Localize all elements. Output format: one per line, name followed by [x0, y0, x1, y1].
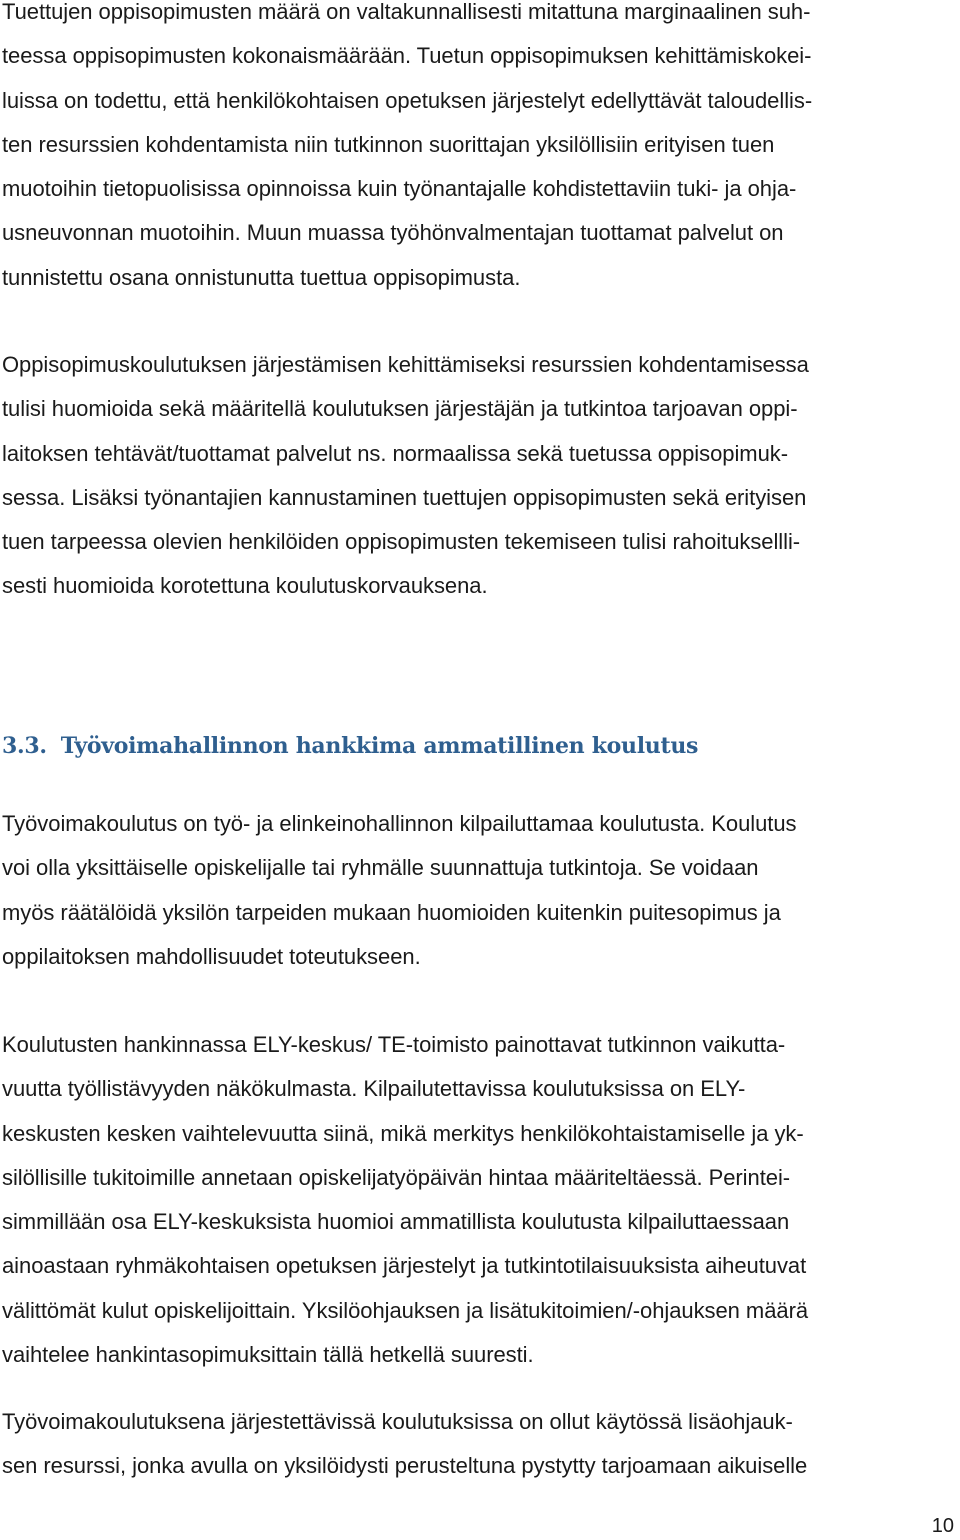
page-number: 10 [931, 1515, 954, 1537]
text-line: tulisi huomioida sekä määritellä koulutuksen järjestäjän ja tutkintoa tarjoavan oppi- [2, 396, 798, 422]
text-line: keskusten kesken vaihtelevuutta siinä, mikä merkitys henkilökohtaistamiselle ja yk- [2, 1120, 804, 1146]
text-line: Koulutusten hankinnassa ELY-keskus/ TE-toimisto painottavat tutkinnon vaikutta- [2, 1032, 786, 1057]
text-line: ten resurssien kohdentamista niin tutkinnon suorittajan yksilöllisiin erityisen tuen [2, 131, 775, 157]
paragraph-2 [2, 343, 950, 609]
text-line: tunnistettu osana onnistunutta tuettua oppisopimusta. [2, 264, 521, 290]
text-line: muotoihin tietopuolisissa opinnoissa kuin työnantajalle kohdistettaviin tuki- ja ohja- [2, 176, 797, 202]
text-line: sen resurssi, jonka avulla on yksilöidysti perusteltuna pystytty tarjoamaan aikuiselle [2, 1453, 808, 1479]
text-line: tuen tarpeessa olevien henkilöiden oppisopimusten tekemiseen tulisi rahoituksellli- [2, 529, 801, 555]
text-line: oppilaitoksen mahdollisuudet toteutukseen. [2, 943, 421, 969]
text-line: usneuvonnan muotoihin. Muun muassa työhönvalmentajan tuottamat palvelut on [2, 220, 784, 246]
text-line: silöllisille tukitoimille annetaan opiskelijatyöpäivän hintaa määriteltäessä. Perintei- [2, 1164, 791, 1190]
text-line: sessa. Lisäksi työnantajien kannustaminen tuettujen oppisopimusten sekä erityisen [2, 484, 807, 510]
paragraph-5 [2, 1400, 950, 1489]
section-title: Työvoimahallinnon hankkima ammatillinen koulutus [60, 733, 699, 759]
section-number: 3.3. [2, 733, 47, 759]
text-line: ainoastaan ryhmäkohtaisen opetuksen järjestelyt ja tutkintotilaisuuksista aiheutuvat [2, 1253, 807, 1279]
text-line: Työvoimakoulutuksena järjestettävissä koulutuksissa on ollut käytössä lisäohjauk- [2, 1409, 793, 1434]
text-line: vuutta työllistävyyden näkökulmasta. Kilpailutettavissa koulutuksissa on ELY- [2, 1076, 746, 1102]
text-line: luissa on todettu, että henkilökohtaisen opetuksen järjestelyt edellyttävät taloudellis- [2, 87, 813, 113]
text-line: myös räätälöidä yksilön tarpeiden mukaan huomioiden kuitenkin puitesopimus ja [2, 899, 781, 925]
paragraph-1 [2, 0, 950, 300]
text-line: välittömät kulut opiskelijoittain. Yksilöohjauksen ja lisätukitoimien/-ohjauksen määrä [2, 1297, 809, 1323]
paragraph-3 [2, 802, 950, 979]
text-line: sesti huomioida korotettuna koulutuskorvauksena. [2, 573, 488, 599]
text-line: teessa oppisopimusten kokonaismäärään. Tuetun oppisopimuksen kehittämiskokei- [2, 43, 812, 69]
text-line: Tuettujen oppisopimusten määrä on valtakunnallisesti mitattuna marginaalinen suh- [2, 0, 811, 24]
text-line: voi olla yksittäiselle opiskelijalle tai ryhmälle suunnattuja tutkintoja. Se voidaan [2, 855, 759, 881]
section-heading [2, 724, 698, 768]
text-line: laitoksen tehtävät/tuottamat palvelut ns. normaalissa sekä tuetussa oppisopimuk- [2, 440, 788, 466]
paragraph-4 [2, 1023, 950, 1377]
text-line: Työvoimakoulutus on työ- ja elinkeinohallinnon kilpailuttamaa koulutusta. Koulutus [2, 811, 797, 836]
text-line: vaihtelee hankintasopimuksittain tällä hetkellä suuresti. [2, 1342, 534, 1368]
text-line: simmillään osa ELY-keskuksista huomioi ammatillista koulutusta kilpailuttaessaan [2, 1209, 790, 1235]
text-line: Oppisopimuskoulutuksen järjestämisen kehittämiseksi resurssien kohdentamisessa [2, 352, 809, 377]
